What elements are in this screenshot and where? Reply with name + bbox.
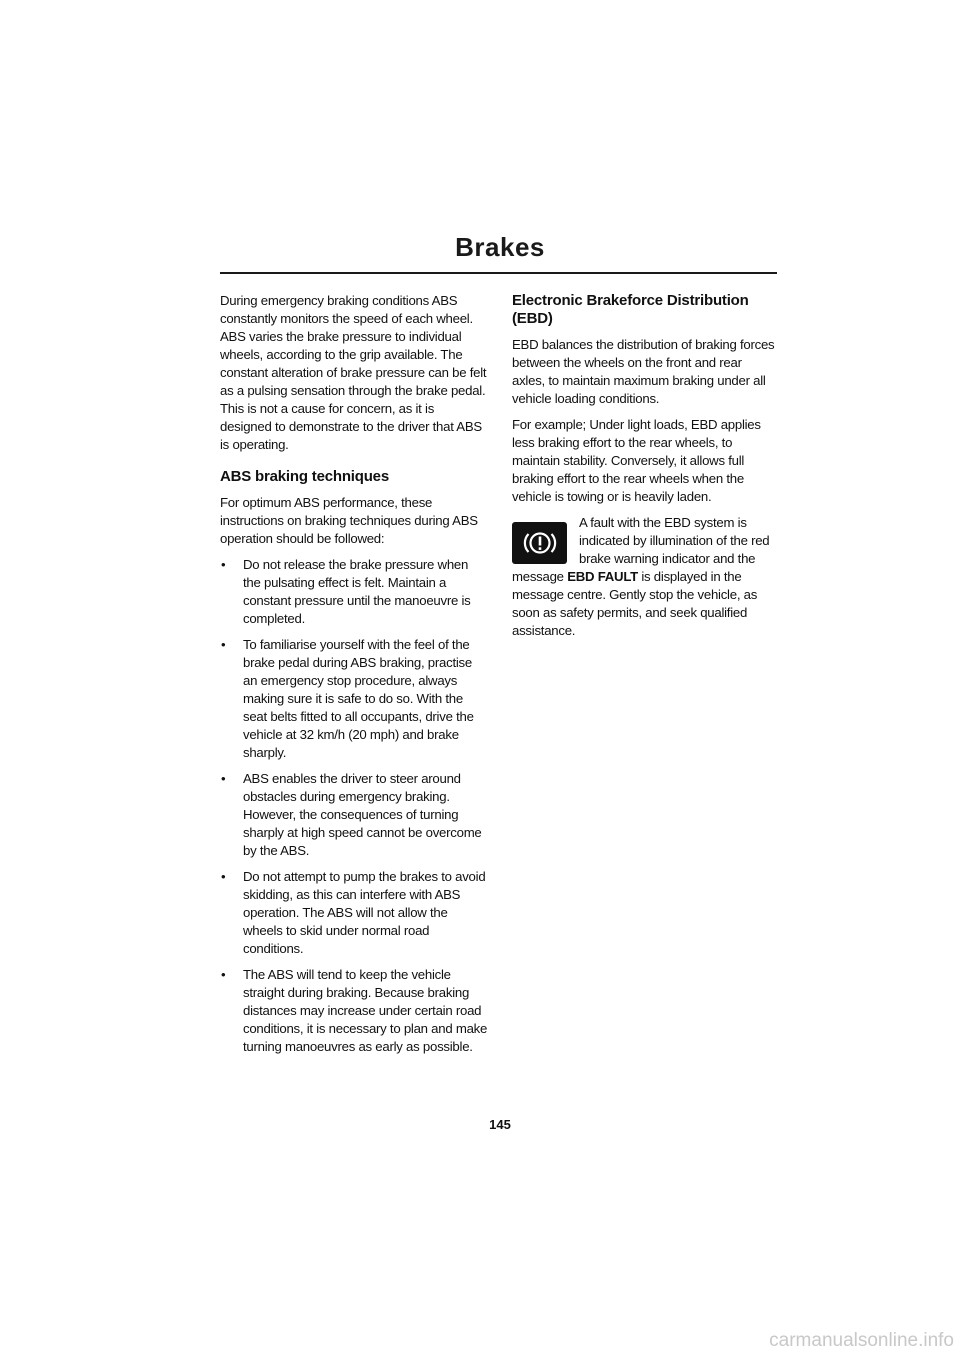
page-number: 145 xyxy=(489,1117,511,1132)
abs-techniques-lead: For optimum ABS performance, these instructions on braking techniques during ABS operation should be followed: xyxy=(220,495,478,546)
brake-warning-icon-graphic xyxy=(520,528,560,558)
ebd-heading: Electronic Brakeforce Distribution (EBD) xyxy=(512,292,749,327)
bullet-mark: • xyxy=(221,771,226,786)
abs-techniques-list xyxy=(220,556,488,1056)
list-item-text: Do not release the brake pressure when the pulsating effect is felt. Maintain a constant pressure until the manoeuvre is completed. xyxy=(243,557,471,626)
list-item xyxy=(220,868,488,958)
brake-warning-icon xyxy=(512,522,567,564)
ebd-paragraph-2: For example; Under light loads, EBD applies less braking effort to the rear wheels, to maintain stability. Conversely, it allows full braking effort to the rear wheels when the vehicle is towing or is heavily laden. xyxy=(512,417,761,504)
left-column xyxy=(220,292,488,1064)
warning-message: EBD FAULT xyxy=(567,569,638,584)
title-rule xyxy=(220,272,777,274)
ebd-paragraph-1: EBD balances the distribution of braking forces between the wheels on the front and rear axles, to maintain maximum braking under all vehicle loading conditions. xyxy=(512,337,775,406)
list-item-text: To familiarise yourself with the feel of the brake pedal during ABS braking, practise an emergency stop procedure, always making sure it is safe to do so. With the seat belts fitted to all occupants, drive the vehicle at 32 km/h (20 mph) and brake sharply. xyxy=(243,637,474,760)
list-item xyxy=(220,636,488,762)
list-item xyxy=(220,966,488,1056)
list-item xyxy=(220,556,488,628)
list-item-text: ABS enables the driver to steer around obstacles during emergency braking. However, the consequences of turning sharply at high speed cannot be overcome by the ABS. xyxy=(243,771,482,858)
list-item-text: The ABS will tend to keep the vehicle straight during braking. Because braking distances may increase under certain road conditions, it is necessary to plan and make turning manoeuvres as early as possible. xyxy=(243,967,488,1054)
list-item xyxy=(220,770,488,860)
ebd-warning-block xyxy=(512,514,777,640)
warning-text-after: is displayed in the message centre. Gently stop the vehicle, as soon as safety permits, and seek qualified assistance. xyxy=(512,569,758,638)
bullet-mark: • xyxy=(221,869,226,884)
warning-text-before: A fault with the EBD system is indicated by illumination of the red brake warning indicator and the message xyxy=(512,515,770,584)
abs-techniques-heading: ABS braking techniques xyxy=(220,468,389,485)
watermark: carmanualsonline.info xyxy=(769,1330,954,1351)
right-column xyxy=(512,292,777,648)
intro-paragraph: During emergency braking conditions ABS constantly monitors the speed of each wheel. ABS varies the brake pressure to individual wheels, according to the grip available. The constant alteration of brake pressure can be felt as a pulsing sensation through the brake pedal. This is not a cause for concern, as it is designed to demonstrate to the driver that ABS is operating. xyxy=(220,293,487,452)
bullet-mark: • xyxy=(221,637,226,652)
list-item-text: Do not attempt to pump the brakes to avoid skidding, as this can interfere with ABS operation. The ABS will not allow the wheels to skid under normal road conditions. xyxy=(243,869,486,956)
bullet-mark: • xyxy=(221,967,226,982)
page-title: Brakes xyxy=(455,232,545,262)
bullet-mark: • xyxy=(221,557,226,572)
